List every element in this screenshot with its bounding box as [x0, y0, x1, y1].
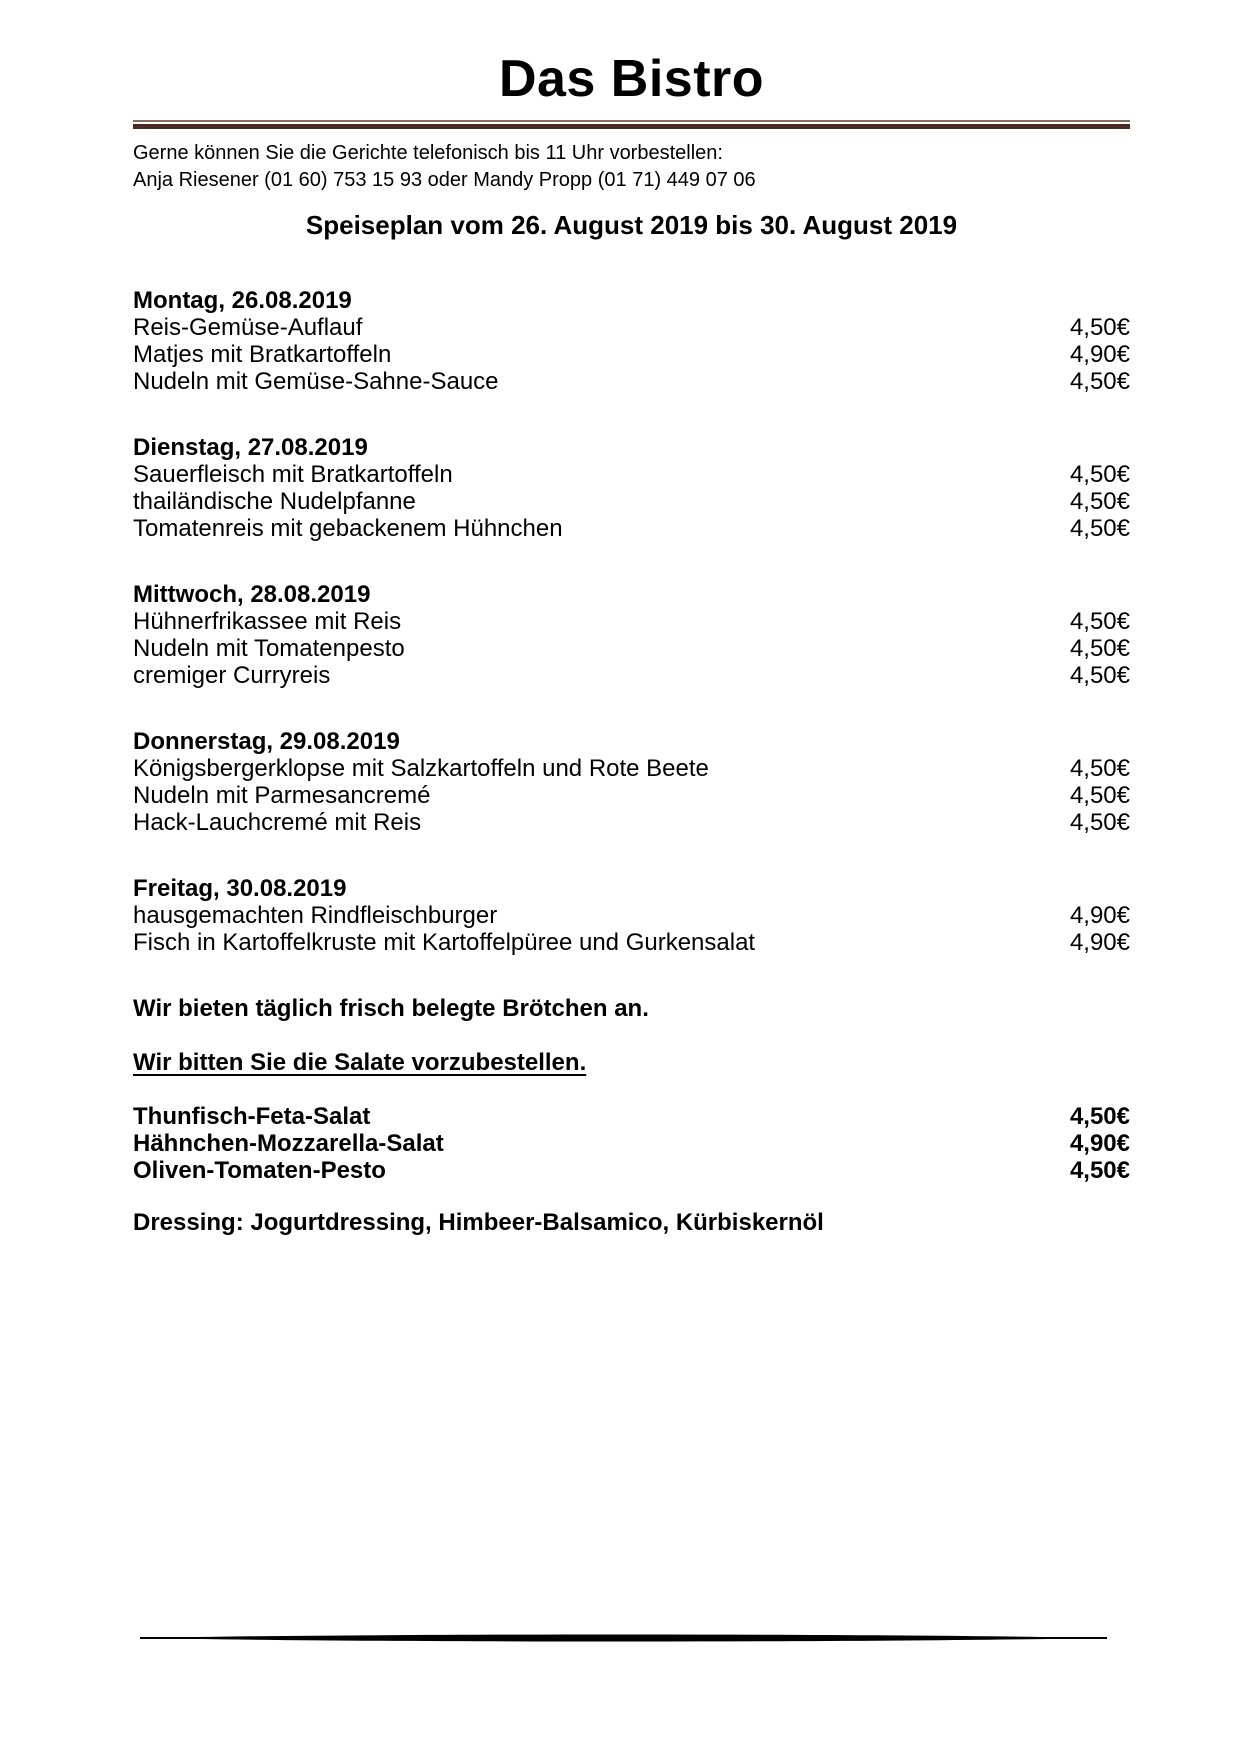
salad-name: Oliven-Tomaten-Pesto	[133, 1157, 386, 1185]
day-block-monday	[133, 287, 1130, 395]
day-heading: Donnerstag, 29.08.2019	[133, 728, 400, 756]
dish-price: 4,50€	[1069, 809, 1130, 837]
menu-item-row	[133, 782, 1130, 809]
menu-item-row	[133, 488, 1130, 515]
dish-price: 4,90€	[1069, 929, 1130, 957]
menu-item-row	[133, 341, 1130, 368]
day-block-thursday	[133, 728, 1130, 836]
menu-item-row	[133, 368, 1130, 395]
salad-preorder-note: Wir bitten Sie die Salate vorzubestellen.	[133, 1049, 587, 1077]
menu-item-row	[133, 662, 1130, 689]
salad-price: 4,50€	[1069, 1157, 1130, 1185]
dish-name: Nudeln mit Tomatenpesto	[133, 635, 405, 663]
menu-item-row	[133, 755, 1130, 782]
title-divider-thick-line	[133, 124, 1130, 129]
title-divider-thin-line	[133, 120, 1130, 122]
contact-phone-numbers: Anja Riesener (01 60) 753 15 93 oder Mandy Propp (01 71) 449 07 06	[133, 169, 756, 192]
day-heading: Freitag, 30.08.2019	[133, 875, 347, 903]
dish-name: Nudeln mit Parmesancremé	[133, 782, 431, 810]
weekly-menu	[133, 287, 1130, 956]
salad-name: Thunfisch-Feta-Salat	[133, 1103, 371, 1131]
day-block-tuesday	[133, 434, 1130, 542]
dish-price: 4,50€	[1069, 368, 1130, 396]
dressing-options: Dressing: Jogurtdressing, Himbeer-Balsamico, Kürbiskernöl	[133, 1209, 824, 1237]
dish-name: Tomatenreis mit gebackenem Hühnchen	[133, 515, 563, 543]
dish-price: 4,50€	[1069, 488, 1130, 516]
dish-name: Fisch in Kartoffelkruste mit Kartoffelpüree und Gurkensalat	[133, 929, 756, 957]
dish-price: 4,50€	[1069, 662, 1130, 690]
menu-item-row	[133, 461, 1130, 488]
dish-price: 4,90€	[1069, 341, 1130, 369]
salad-list	[133, 1103, 1130, 1184]
title-divider	[133, 120, 1130, 129]
dish-name: Reis-Gemüse-Auflauf	[133, 314, 363, 342]
dish-name: Hühnerfrikassee mit Reis	[133, 608, 402, 636]
salad-price: 4,50€	[1069, 1103, 1130, 1131]
menu-item-row	[133, 608, 1130, 635]
day-block-friday	[133, 875, 1130, 956]
page-title: Das Bistro	[498, 50, 765, 108]
dish-price: 4,50€	[1069, 314, 1130, 342]
document-content	[0, 50, 1240, 1236]
dish-price: 4,50€	[1069, 515, 1130, 543]
dish-name: cremiger Curryreis	[133, 662, 331, 690]
day-heading: Mittwoch, 28.08.2019	[133, 581, 371, 609]
contact-preorder-note: Gerne können Sie die Gerichte telefonisch bis 11 Uhr vorbestellen:	[133, 142, 723, 165]
menu-item-row	[133, 314, 1130, 341]
salad-row	[133, 1157, 1130, 1184]
salad-row	[133, 1103, 1130, 1130]
dish-name: thailändische Nudelpfanne	[133, 488, 416, 516]
dish-price: 4,50€	[1069, 608, 1130, 636]
contact-info	[133, 140, 1130, 194]
salad-row	[133, 1130, 1130, 1157]
dish-name: Königsbergerklopse mit Salzkartoffeln und Rote Beete	[133, 755, 709, 783]
bottom-divider	[140, 1631, 1107, 1645]
dish-price: 4,50€	[1069, 635, 1130, 663]
menu-item-row	[133, 929, 1130, 956]
day-heading: Dienstag, 27.08.2019	[133, 434, 368, 462]
day-block-wednesday	[133, 581, 1130, 689]
salad-price: 4,90€	[1069, 1130, 1130, 1158]
salad-name: Hähnchen-Mozzarella-Salat	[133, 1130, 444, 1158]
week-range-heading: Speiseplan vom 26. August 2019 bis 30. August 2019	[305, 210, 958, 241]
menu-item-row	[133, 515, 1130, 542]
dish-price: 4,50€	[1069, 782, 1130, 810]
menu-item-row	[133, 635, 1130, 662]
dish-name: Nudeln mit Gemüse-Sahne-Sauce	[133, 368, 499, 396]
menu-item-row	[133, 809, 1130, 836]
dish-price: 4,50€	[1069, 461, 1130, 489]
dish-name: Hack-Lauchcremé mit Reis	[133, 809, 422, 837]
dish-name: Sauerfleisch mit Bratkartoffeln	[133, 461, 453, 489]
dish-price: 4,50€	[1069, 755, 1130, 783]
dish-price: 4,90€	[1069, 902, 1130, 930]
day-heading: Montag, 26.08.2019	[133, 287, 352, 315]
daily-rolls-note: Wir bieten täglich frisch belegte Brötchen an.	[133, 995, 649, 1023]
dish-name: Matjes mit Bratkartoffeln	[133, 341, 392, 369]
menu-item-row	[133, 902, 1130, 929]
dish-name: hausgemachten Rindfleischburger	[133, 902, 498, 930]
